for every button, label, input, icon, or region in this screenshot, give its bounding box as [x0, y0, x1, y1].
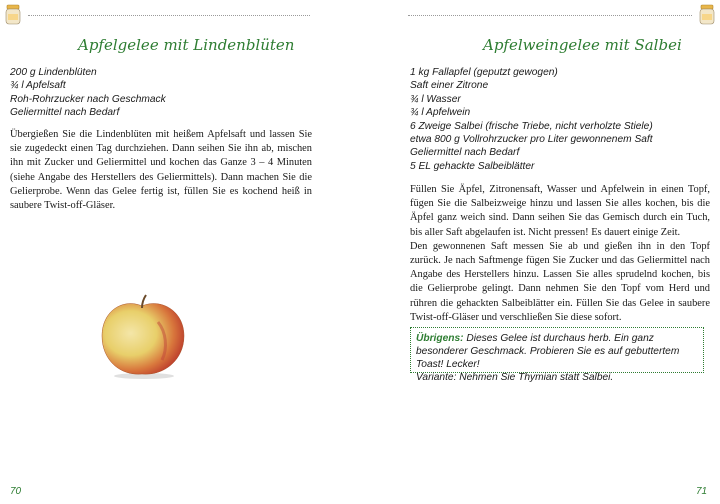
- tip-variant: Variante: Nehmen Sie Thymian statt Salbei.: [416, 372, 614, 383]
- ingredient-list: [10, 66, 166, 120]
- apple-illustration: [96, 292, 188, 380]
- recipe-instructions: [410, 183, 710, 325]
- recipe-title: Apfelgelee mit Lindenblüten: [78, 36, 295, 54]
- header-divider: [28, 15, 310, 16]
- recipe-title: Apfelweingelee mit Salbei: [483, 36, 682, 54]
- tip-box: [410, 327, 704, 383]
- ingredient-list: [410, 66, 653, 173]
- ingredient-item: ¾ l Wasser: [410, 93, 461, 105]
- jar-icon: [3, 4, 23, 26]
- instruction-paragraph: Den gewonnenen Saft messen Sie ab und gießen ihn in den Topf zurück. Je nach Saftmenge fügen Sie Zucker und das Geliermittel nach Angabe des Herstellers hinzu. Lassen Sie alles sprudelnd kochen, bis die Gelierprobe gelingt. Dann nehmen Sie den Topf vom Herd und rühren die gehackten Salbeiblätter ein. Füllen Sie das Gelee in saubere Twist-off-Gläser und verschließen Sie diese sofort.: [410, 240, 710, 323]
- ingredient-item: Saft einer Zitrone: [410, 80, 489, 92]
- ingredient-item: Roh-Rohrzucker nach Geschmack: [10, 93, 166, 105]
- ingredient-item: 200 g Lindenblüten: [10, 67, 97, 78]
- recipe-instructions: [10, 128, 312, 213]
- ingredient-item: ¾ l Apfelwein: [410, 107, 471, 119]
- instruction-paragraph: Füllen Sie Äpfel, Zitronensaft, Wasser und Apfelwein in einen Topf, fügen Sie die Salbeizweige hinzu und lassen Sie alles kochen, bis die Äpfel ganz weich sind. Dann seihen Sie das Gemisch durch ein Tuch, bis aller Saft abgelaufen ist. Nicht pressen! Es dauert einige Zeit.: [410, 184, 710, 238]
- ingredient-item: Geliermittel nach Bedarf: [10, 107, 120, 119]
- tip-text: [416, 332, 698, 371]
- ingredient-item: 5 EL gehackte Salbeiblätter: [410, 160, 535, 172]
- instruction-paragraph: Übergießen Sie die Lindenblüten mit heißem Apfelsaft und lassen Sie sie zugedeckt einen Tag durchziehen. Dann seihen Sie ihn ab, mischen ihn mit Zucker und Geliermittel und kochen das Ganze 3 – 4 Minuten (siehe Angabe des Herstellers des Geliermittels). Dann machen Sie die Gelierprobe. Wenn das Gelee fertig ist, füllen Sie es kochend heiß in saubere Twist-off-Gläser.: [10, 129, 312, 212]
- tip-label: Übrigens:: [416, 333, 464, 344]
- header-divider: [408, 15, 692, 16]
- ingredient-item: etwa 800 g Vollrohrzucker pro Liter gewonnenem Saft: [410, 134, 653, 146]
- page-number: 71: [696, 486, 708, 497]
- jar-icon: [697, 4, 717, 26]
- ingredient-item: 6 Zweige Salbei (frische Triebe, nicht verholzte Stiele): [410, 120, 653, 132]
- tip-body: Dieses Gelee ist durchaus herb. Ein ganz besonderer Geschmack. Probieren Sie es auf gebuttertem Toast! Lecker!: [416, 333, 680, 370]
- ingredient-item: 1 kg Fallapfel (geputzt gewogen): [410, 67, 558, 78]
- ingredient-item: ¾ l Apfelsaft: [10, 80, 66, 92]
- page-number: 70: [10, 486, 22, 497]
- ingredient-item: Geliermittel nach Bedarf: [410, 147, 520, 159]
